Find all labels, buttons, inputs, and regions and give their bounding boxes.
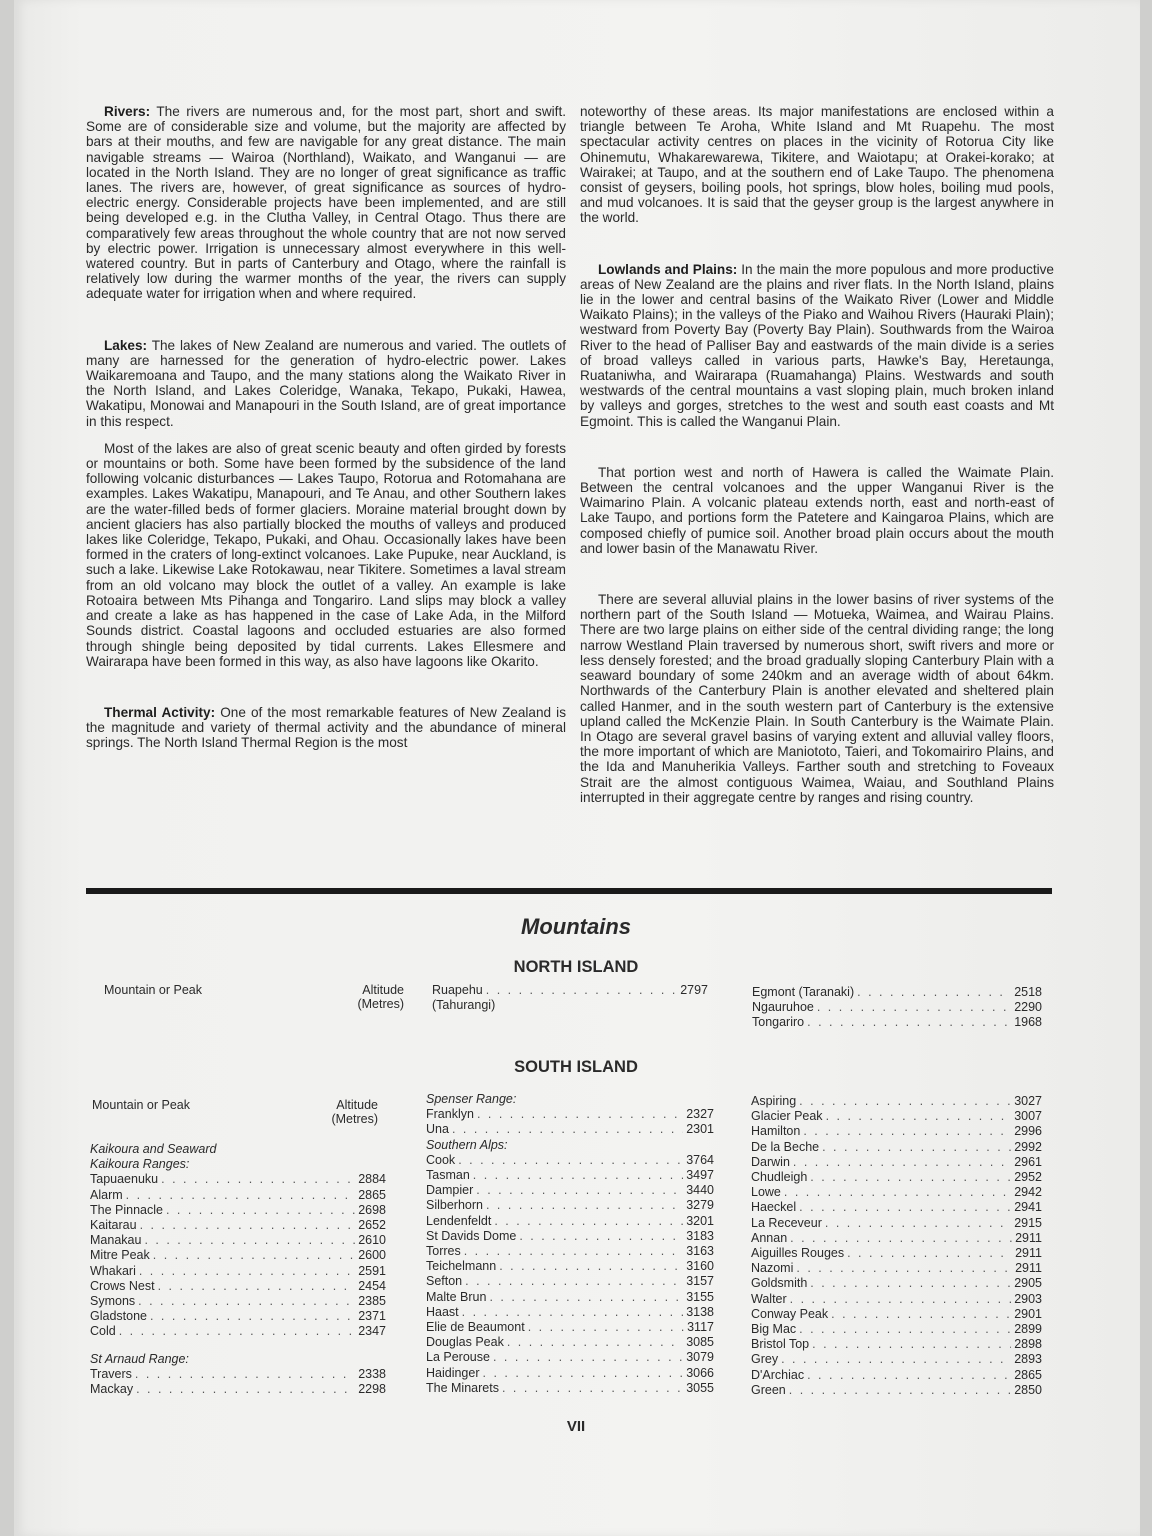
mountain-name: Cold xyxy=(90,1324,116,1339)
leader-dots xyxy=(494,1214,683,1229)
mountain-altitude: 2600 xyxy=(358,1248,386,1263)
leader-dots xyxy=(158,1279,356,1294)
leader-dots xyxy=(799,1200,1011,1215)
mountain-row xyxy=(426,1168,714,1183)
mountain-altitude: 2698 xyxy=(358,1202,386,1217)
south-list-col3 xyxy=(751,1094,1042,1398)
north-col-name-header: Mountain or Peak xyxy=(104,983,202,997)
mountain-altitude: 3155 xyxy=(686,1289,714,1304)
mountain-name: Egmont (Taranaki) xyxy=(752,985,855,999)
range-label: Southern Alps: xyxy=(426,1137,508,1152)
mountain-altitude: 2884 xyxy=(358,1172,386,1187)
leader-dots xyxy=(150,1309,355,1324)
mountain-name: Silberhorn xyxy=(426,1198,483,1213)
leader-dots xyxy=(486,1198,683,1213)
mountain-name: Haast xyxy=(426,1304,459,1319)
mountain-row xyxy=(751,1094,1042,1109)
leader-dots xyxy=(126,1188,356,1203)
mountain-altitude: 3007 xyxy=(1014,1109,1042,1124)
mountain-altitude: 2865 xyxy=(358,1187,386,1202)
mountain-altitude: 2915 xyxy=(1014,1215,1042,1230)
leader-dots xyxy=(465,1274,683,1289)
leader-dots xyxy=(483,1366,684,1381)
mountain-altitude: 3027 xyxy=(1014,1094,1042,1108)
mountain-altitude: 2903 xyxy=(1014,1291,1042,1306)
mountain-altitude: 2961 xyxy=(1014,1154,1042,1169)
mountain-name: Aiguilles Rouges xyxy=(751,1246,845,1261)
lakes-paragraph-2: Most of the lakes are also of great scenic beauty and often girded by forests or mountains or both. Some have been formed by the subsidence of the land following volcanic disturbances — Lakes Taupo, Rotorua and Rotomahana are examples. Lakes Wakatipu, Manapouri, and Te Anau, and other Southern lakes are the water-filled beds of former glaciers. Moraine material brought down by ancient glaciers has also partially blocked the mouths of valleys and produced lakes like Coleridge, Tekapo, Pukaki, and Ohau. Occasionally lakes have been formed in the craters of long-extinct volcanoes. Lake Pupuke, near Auckland, is such a lake. Likewise Lake Rotokawau, near Tikitere. Sometimes a laval stream from an old volcano may block the outlet of a valley. An example is lake Rotoaira between Mts Pihanga and Tongariro. Land slips may block a valley and create a lake as has happened in the case of Lake Ada, in the Milford Sounds district. Coastal lagoons and occluded estuaries are also formed through shingle being deposited by tidal currents. Lakes Ellesmere and Wairarapa have been formed in this way, as also have lagoons like Okarito. xyxy=(86,440,566,669)
mountain-row xyxy=(751,1124,1042,1139)
mountain-row xyxy=(90,1367,386,1382)
thermal-text: One of the most remarkable features of New Zealand is the magnitude and variety of thermal activity and the abundance of mineral springs. The North Island Thermal Region is the most xyxy=(86,704,566,751)
mountain-altitude: 2301 xyxy=(686,1122,714,1137)
leader-dots xyxy=(799,1322,1011,1337)
mountain-name: Conway Peak xyxy=(751,1306,829,1321)
mountain-name: Alarm xyxy=(90,1187,123,1202)
leader-dots xyxy=(825,1216,1011,1231)
mountain-name: Torres xyxy=(426,1244,461,1259)
mountain-row xyxy=(90,1279,386,1294)
leader-dots xyxy=(477,1107,683,1122)
leader-dots xyxy=(812,1337,1011,1352)
leader-dots xyxy=(144,1233,355,1248)
mountain-name: Haidinger xyxy=(426,1365,480,1380)
mountain-row xyxy=(90,1172,386,1187)
mountain-name: Crows Nest xyxy=(90,1278,155,1293)
mountain-name: Dampier xyxy=(426,1183,474,1198)
south-list-col1 xyxy=(90,1142,386,1397)
mountain-altitude: 2911 xyxy=(1015,1261,1042,1276)
mountain-name: La Receveur xyxy=(751,1215,822,1230)
mountain-altitude: 3183 xyxy=(686,1228,714,1243)
leader-dots xyxy=(452,1122,683,1137)
leader-dots xyxy=(810,1276,1011,1291)
lowlands-paragraph xyxy=(580,262,1054,429)
mountain-altitude: 3138 xyxy=(686,1304,714,1319)
leader-dots xyxy=(817,1000,1011,1015)
mountain-name: Big Mac xyxy=(751,1322,797,1337)
mountain-name: St Davids Dome xyxy=(426,1228,517,1243)
mountain-name: Mackay xyxy=(90,1382,134,1397)
mountain-name: Glacier Peak xyxy=(751,1109,823,1124)
mountain-altitude: 2371 xyxy=(358,1309,386,1324)
mountain-name: Tasman xyxy=(426,1168,470,1183)
mountain-row xyxy=(426,1366,714,1381)
south-island-heading: SOUTH ISLAND xyxy=(514,1058,638,1076)
leader-dots xyxy=(796,1261,1012,1276)
mountain-name: Franklyn xyxy=(426,1107,474,1122)
mountain-altitude: 3117 xyxy=(687,1320,714,1335)
leader-dots xyxy=(789,1383,1011,1398)
mountain-row xyxy=(751,1216,1042,1231)
mountain-row xyxy=(426,1229,714,1244)
mountain-altitude: 3163 xyxy=(686,1244,714,1259)
mountain-row xyxy=(751,1170,1042,1185)
north-island-heading: NORTH ISLAND xyxy=(513,958,639,976)
mountain-row xyxy=(90,1203,386,1218)
mountain-altitude: 2652 xyxy=(358,1218,386,1233)
mountain-row xyxy=(426,1381,714,1396)
leader-dots xyxy=(831,1307,1011,1322)
mountain-name: Kaitarau xyxy=(90,1218,137,1233)
mountain-altitude: 3279 xyxy=(686,1198,714,1213)
mountain-altitude: 2591 xyxy=(358,1263,386,1278)
north-list-col3 xyxy=(752,985,1042,1031)
leader-dots xyxy=(857,985,1011,1000)
mountain-name: Ruapehu xyxy=(432,983,483,997)
mountain-name: Annan xyxy=(751,1230,788,1245)
leader-dots xyxy=(166,1203,355,1218)
mountain-row xyxy=(426,1274,714,1289)
mountain-altitude: 2898 xyxy=(1014,1337,1042,1352)
mountain-row xyxy=(426,1290,714,1305)
mountain-row xyxy=(90,1233,386,1248)
lowlands-paragraph-3: There are several alluvial plains in the lower basins of river systems of the northern part of the South Island — Motueka, Waimea, and Wairau Plains. There are two large plains on either side of the central dividing range; the long narrow Westland Plain traversed by numerous short, swift rivers and more or less densely forested; and the broad gradually sloping Canterbury Plain with a seaward boundary of some 240km and an average width of about 64km. Northwards of the Canterbury Plain is another elevated and sheltered plain called Hanmer, and in the south western part of Canterbury is the extensive upland called the McKenzie Plain. In South Canterbury is the Waimate Plain. In Otago are several gravel basins of varying extent and alluvial valley floors, the more important of which are Maniototo, Taieri, and Tokomairiro Plains, and the Ida and Manuherikia Valleys. Farther south and stretching to Foveaux Strait are the almost contiguous Waimea, Waiau, and Southland Plains interrupted in their aggregate centre by ranges and rising country. xyxy=(580,592,1054,805)
mountain-row xyxy=(751,1307,1042,1322)
mountain-altitude: 2941 xyxy=(1014,1200,1042,1215)
section-divider xyxy=(86,888,1052,894)
leader-dots xyxy=(493,1350,683,1365)
south-altitude-label: Altitude xyxy=(336,1098,378,1112)
mountain-altitude: 3160 xyxy=(686,1259,714,1274)
mountain-altitude: 2905 xyxy=(1014,1276,1042,1291)
leader-dots xyxy=(502,1381,683,1396)
leader-dots xyxy=(528,1320,684,1335)
mountain-row xyxy=(751,1155,1042,1170)
leader-dots xyxy=(507,1335,683,1350)
mountain-altitude: 3497 xyxy=(686,1168,714,1183)
north-metres-label: (Metres) xyxy=(357,997,404,1011)
range-label: St Arnaud Range: xyxy=(90,1351,189,1366)
mountain-altitude: 2952 xyxy=(1014,1170,1042,1185)
thermal-heading: Thermal Activity: xyxy=(104,704,216,720)
range-label: Kaikoura Ranges: xyxy=(90,1157,190,1172)
leader-dots xyxy=(781,1352,1011,1367)
leader-dots xyxy=(822,1140,1011,1155)
mountain-altitude: 2347 xyxy=(358,1324,386,1339)
mountain-altitude: 2992 xyxy=(1014,1139,1042,1154)
mountain-row xyxy=(426,1183,714,1198)
leader-dots xyxy=(458,1153,683,1168)
page-number: VII xyxy=(566,1418,586,1435)
north-list-col2 xyxy=(432,983,708,1013)
leader-dots xyxy=(784,1185,1011,1200)
mountain-name: Goldsmith xyxy=(751,1276,808,1291)
mountain-altitude: 2797 xyxy=(680,983,708,997)
lowlands-text: In the main the more populous and more productive areas of New Zealand are the plains and river flats. In the North Island, plains lie in the lower and central basins of the Waikato River (Lower and Middle Waikato Plains); in the valleys of the Piako and Waihou Rivers (Hauraki Plain); westward from Poverty Bay (Poverty Bay Plain). Southwards from the Wairoa River to the head of Palliser Bay and eastwards of the main divide is a series of broad valleys called in various parts, Hawke's Bay, Heretaunga, Ruataniwha, and Wairarapa (Ruamahanga) Plains. Westwards and south westwards of the central mountains a vast sloping plain, much broken inland by valleys and gorges, stretches to the west and south east coasts and Mt Egmoint. This is called the Wanganui Plain. xyxy=(580,261,1054,429)
thermal-paragraph xyxy=(86,705,566,751)
mountain-row xyxy=(426,1122,714,1137)
leader-dots xyxy=(807,1368,1011,1383)
south-list-col2 xyxy=(426,1092,714,1396)
south-col-alt-header xyxy=(298,1098,378,1126)
mountain-name: Bristol Top xyxy=(751,1337,810,1352)
range-label: Kaikoura and Seaward xyxy=(90,1142,217,1156)
mountain-row xyxy=(90,1294,386,1309)
mountain-name: Lendenfeldt xyxy=(426,1213,492,1228)
leader-dots xyxy=(139,1264,355,1279)
mountain-row xyxy=(751,1337,1042,1352)
mountain-altitude: 3085 xyxy=(686,1335,714,1350)
mountain-row xyxy=(426,1198,714,1213)
mountain-row xyxy=(751,1352,1042,1367)
mountain-altitude: 2911 xyxy=(1015,1230,1042,1245)
left-text-column xyxy=(86,104,566,751)
leader-dots xyxy=(799,1094,1011,1109)
mountain-altitude: 3157 xyxy=(686,1274,714,1289)
mountain-name: D'Archiac xyxy=(751,1367,805,1382)
leader-dots xyxy=(476,1183,683,1198)
mountain-row xyxy=(751,1109,1042,1124)
mountain-altitude: 2454 xyxy=(358,1278,386,1293)
leader-dots xyxy=(826,1109,1012,1124)
mountain-name: Elie de Beaumont xyxy=(426,1320,525,1335)
mountain-row xyxy=(751,1200,1042,1215)
mountain-altitude: 2290 xyxy=(1014,1000,1042,1015)
leader-dots xyxy=(473,1168,683,1183)
mountain-name: Mitre Peak xyxy=(90,1248,150,1263)
mountain-name: Green xyxy=(751,1382,786,1397)
north-altitude-label: Altitude xyxy=(362,983,404,997)
mountain-row xyxy=(90,1382,386,1397)
mountain-name: Manakau xyxy=(90,1233,142,1248)
mountain-altitude: 2942 xyxy=(1014,1185,1042,1200)
mountain-altitude: 3055 xyxy=(686,1380,714,1395)
lowlands-heading: Lowlands and Plains: xyxy=(598,261,738,277)
mountain-row xyxy=(752,985,1042,1000)
mountain-name: La Perouse xyxy=(426,1350,490,1365)
leader-dots xyxy=(790,1231,1012,1246)
mountain-row xyxy=(426,1259,714,1274)
mountain-name: Nazomi xyxy=(751,1261,794,1276)
mountain-altitude: 3764 xyxy=(686,1152,714,1167)
mountain-name: Una xyxy=(426,1122,449,1137)
mountain-altitude: 2996 xyxy=(1014,1124,1042,1139)
mountain-name: Hamilton xyxy=(751,1124,801,1139)
lakes-paragraph xyxy=(86,338,566,429)
mountain-name: The Minarets xyxy=(426,1380,499,1395)
leader-dots xyxy=(793,1155,1011,1170)
mountain-row xyxy=(426,1335,714,1350)
mountain-altitude: 2327 xyxy=(686,1107,714,1122)
mountain-name: Malte Brun xyxy=(426,1289,487,1304)
leader-dots xyxy=(803,1124,1011,1139)
mountain-name: Darwin xyxy=(751,1154,790,1169)
mountain-altitude: 2850 xyxy=(1014,1382,1042,1397)
lowlands-paragraph-2: That portion west and north of Hawera is called the Waimate Plain. Between the central volcanoes and the upper Wanganui River is the Waimarino Plain. A volcanic plateau extends north, east and north-east of Lake Taupo, and portions form the Patetere and Kaingaroa Plains, which are composed chiefly of pumice soil. Another broad plain occurs about the mouth and lower basin of the Manawatu River. xyxy=(580,464,1054,556)
mountain-row xyxy=(751,1140,1042,1155)
mountain-name: Teichelmann xyxy=(426,1259,497,1274)
south-col-name-header: Mountain or Peak xyxy=(92,1098,190,1112)
mountain-row xyxy=(751,1292,1042,1307)
mountain-row xyxy=(90,1264,386,1279)
lakes-text: The lakes of New Zealand are numerous and varied. The outlets of many are harnessed for the generation of hydro-electric power. Lakes Waikaremoana and Taupo, and the many stations along the Waikato River in the North Island, and Lakes Coleridge, Wanaka, Tekapo, Pukaki, Hawea, Wakatipu, Monowai and Manapouri in the South Island, are of great importance in this respect. xyxy=(86,337,566,429)
mountain-altitude: 2901 xyxy=(1014,1306,1042,1321)
leader-dots xyxy=(489,1290,683,1305)
north-table-header xyxy=(104,983,404,1011)
leader-dots xyxy=(140,1218,356,1233)
right-text-column xyxy=(580,104,1054,805)
leader-dots xyxy=(462,1305,684,1320)
rivers-text: The rivers are numerous and, for the most part, short and swift. Some are of considerable size and volume, but the majority are affected by bars at their mouths, and few are navigable for any great distance. The main navigable streams — Wairoa (Northland), Waikato, and Wanganui — are located in the North Island. They are no longer of great significance as traffic lanes. The rivers are, however, of great significance as sources of hydro-electric energy. Considerable projects have been implemented, and are still being developed e.g. in the Clutha Valley, in Central Otago. Thus there are comparatively few areas throughout the whole country that are not now served by electric power. Irrigation is unnecessary almost everywhere in this well-watered country. But in parts of Canterbury and Otago, where the rainfall is relatively low during the warmer months of the year, the rivers can supply adequate water for irrigation when and where required. xyxy=(86,104,566,302)
south-metres-label: (Metres) xyxy=(331,1112,378,1126)
mountain-row xyxy=(751,1322,1042,1337)
mountain-name: Tongariro xyxy=(752,1015,805,1030)
mountain-row xyxy=(751,1383,1042,1398)
mountain-altitude: 2518 xyxy=(1014,985,1042,999)
leader-dots xyxy=(153,1248,355,1263)
mountains-title: Mountains xyxy=(521,914,631,939)
mountain-row xyxy=(90,1188,386,1203)
mountain-row xyxy=(751,1246,1042,1261)
leader-dots xyxy=(486,983,677,998)
mountain-row xyxy=(752,1015,1042,1030)
leader-dots xyxy=(519,1229,683,1244)
leader-dots xyxy=(499,1259,683,1274)
mountain-name: Haeckel xyxy=(751,1200,797,1215)
mountain-row xyxy=(751,1276,1042,1291)
mountain-altitude: 1968 xyxy=(1014,1015,1042,1030)
mountain-altitude: 2385 xyxy=(358,1294,386,1309)
mountain-row xyxy=(432,998,708,1013)
mountain-altitude: 3201 xyxy=(686,1213,714,1228)
mountain-row xyxy=(426,1350,714,1365)
leader-dots xyxy=(464,1244,683,1259)
mountain-name: Lowe xyxy=(751,1185,781,1200)
mountain-row xyxy=(752,1000,1042,1015)
mountain-row xyxy=(426,1244,714,1259)
mountain-row xyxy=(426,1305,714,1320)
leader-dots xyxy=(119,1324,355,1339)
mountain-row xyxy=(751,1368,1042,1383)
mountain-row xyxy=(751,1231,1042,1246)
mountain-row xyxy=(426,1320,714,1335)
leader-dots xyxy=(807,1015,1011,1030)
mountain-name: Symons xyxy=(90,1294,136,1309)
mountain-row xyxy=(426,1107,714,1122)
mountain-altitude: 3079 xyxy=(686,1350,714,1365)
mountain-name: Chudleigh xyxy=(751,1170,808,1185)
north-col-alt-header xyxy=(324,983,404,1011)
leader-dots xyxy=(136,1382,355,1397)
mountain-altitude: 2298 xyxy=(358,1382,386,1397)
mountain-altitude: 3066 xyxy=(686,1365,714,1380)
mountain-name: Aspiring xyxy=(751,1094,797,1108)
mountain-name: Tapuaenuku xyxy=(90,1172,159,1187)
mountain-row xyxy=(90,1309,386,1324)
mountain-name: Whakari xyxy=(90,1263,136,1278)
mountain-row xyxy=(90,1324,386,1339)
leader-dots xyxy=(161,1172,355,1187)
mountain-name: Douglas Peak xyxy=(426,1335,504,1350)
mountain-row xyxy=(751,1185,1042,1200)
mountain-name: Ngauruhoe xyxy=(752,1000,814,1015)
rivers-heading: Rivers: xyxy=(104,104,151,119)
mountain-row xyxy=(432,983,708,998)
leader-dots xyxy=(810,1170,1011,1185)
mountain-name: Travers xyxy=(90,1366,132,1381)
mountain-altitude: 2893 xyxy=(1014,1352,1042,1367)
mountain-altitude: 2610 xyxy=(358,1233,386,1248)
mountain-name: Walter xyxy=(751,1291,787,1306)
range-label: Spenser Range: xyxy=(426,1092,517,1106)
mountain-row xyxy=(426,1153,714,1168)
mountain-altitude: 2338 xyxy=(358,1366,386,1381)
south-table-header xyxy=(92,1098,392,1126)
leader-dots xyxy=(790,1292,1012,1307)
mountain-row xyxy=(90,1248,386,1263)
rivers-paragraph xyxy=(86,104,566,302)
mountain-name: De la Beche xyxy=(751,1139,820,1154)
leader-dots xyxy=(135,1367,355,1382)
mountain-name: Cook xyxy=(426,1152,456,1167)
mountain-altitude: 3440 xyxy=(686,1183,714,1198)
mountain-row xyxy=(751,1261,1042,1276)
leader-dots xyxy=(138,1294,355,1309)
mountain-row xyxy=(426,1214,714,1229)
mountain-name: Gladstone xyxy=(90,1309,147,1324)
mountain-name: (Tahurangi) xyxy=(432,998,496,1013)
mountain-row xyxy=(90,1218,386,1233)
mountain-name: The Pinnacle xyxy=(90,1202,163,1217)
mountain-name: Sefton xyxy=(426,1274,463,1289)
lakes-heading: Lakes: xyxy=(104,337,148,353)
mountain-altitude: 2911 xyxy=(1015,1246,1042,1261)
mountain-name: Grey xyxy=(751,1352,779,1367)
leader-dots xyxy=(847,1246,1012,1261)
mountain-altitude: 2865 xyxy=(1014,1367,1042,1382)
mountain-altitude: 2899 xyxy=(1014,1322,1042,1337)
thermal-continuation: noteworthy of these areas. Its major manifestations are enclosed within a triangle between Te Aroha, White Island and Mt Ruapehu. The most spectacular activity centres on places in the vicinity of Rotorua City like Ohinemutu, Whakarewarewa, Tikitere, and Waiotapu; at Orakei-korako; at Wairakei; at Taupo, and at the southern end of Lake Taupo. The phenomena consist of geysers, boiling pools, hot springs, blow holes, boiling mud pools, and mud volcanoes. It is said that the geyser group is the largest anywhere in the world. xyxy=(580,104,1054,226)
